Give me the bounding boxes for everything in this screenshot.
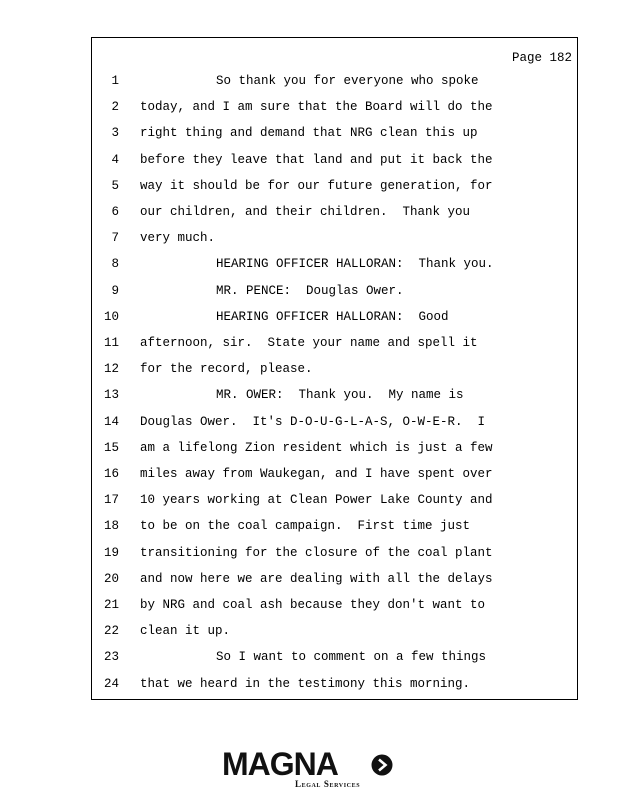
line-text: 10 years working at Clean Power Lake County and [140,493,493,508]
transcript-line [92,546,577,572]
line-number: 16 [103,467,119,481]
logo-wordmark: MAGNA [222,746,338,782]
transcript-line [92,257,577,283]
line-text: today, and I am sure that the Board will do the [140,100,493,115]
line-number: 2 [111,100,119,115]
line-text: HEARING OFFICER HALLORAN: Thank you. [216,257,494,272]
transcript-line [92,74,577,100]
page-number: Page 182 [511,51,572,65]
transcript-line [92,100,577,126]
line-number: 19 [103,545,119,560]
transcript-line [92,310,577,336]
chevron-right-circle-icon [371,754,393,776]
line-text: our children, and their children. Thank you [140,205,471,219]
transcript-line [92,362,577,388]
line-text: MR. PENCE: Douglas Ower. [216,283,404,298]
line-text: right thing and demand that NRG clean this up [140,126,478,141]
line-number: 5 [111,178,119,193]
line-text: HEARING OFFICER HALLORAN: Good [216,309,449,324]
line-number: 12 [103,362,119,377]
transcript-line [92,650,577,676]
transcript-line [92,493,577,519]
line-number: 9 [111,283,119,298]
line-number: 1 [111,74,119,88]
transcript-line [92,467,577,493]
transcript-page [91,37,578,700]
line-text: transitioning for the closure of the coal plant [140,545,493,560]
line-text: So I want to comment on a few things [216,650,487,665]
transcript-line [92,231,577,257]
magna-logo [222,748,397,792]
line-number: 15 [103,440,119,455]
line-number: 14 [103,414,119,429]
line-number: 3 [111,126,119,141]
transcript-line [92,126,577,152]
transcript-line [92,677,577,703]
line-number: 23 [103,650,119,665]
line-number: 11 [103,336,119,350]
line-text: before they leave that land and put it back the [140,152,493,167]
line-text: Douglas Ower. It's D-O-U-G-L-A-S, O-W-E-R. I [140,414,486,429]
transcript-line [92,179,577,205]
line-number: 13 [103,388,119,403]
line-number: 10 [103,309,119,324]
transcript-line [92,205,577,231]
transcript-line [92,336,577,362]
line-number: 18 [103,519,119,534]
line-number: 4 [111,152,119,167]
line-number: 21 [103,598,119,612]
transcript-line [92,284,577,310]
line-number: 6 [111,205,119,219]
line-number: 8 [111,257,119,272]
line-text: that we heard in the testimony this morning. [140,676,471,691]
transcript-line [92,441,577,467]
transcript-line [92,388,577,414]
line-text: for the record, please. [140,362,313,377]
line-text: miles away from Waukegan, and I have spent over [140,467,493,481]
line-text: am a lifelong Zion resident which is just a few [140,440,493,455]
line-text: clean it up. [140,624,231,639]
transcript-line [92,598,577,624]
line-text: afternoon, sir. State your name and spell it [140,336,478,350]
line-number: 20 [103,571,119,586]
transcript-line [92,153,577,179]
transcript-line [92,415,577,441]
line-text: very much. [140,231,216,246]
transcript-line [92,519,577,545]
line-text: MR. OWER: Thank you. My name is [216,388,464,403]
line-text: way it should be for our future generation, for [140,178,493,193]
line-text: So thank you for everyone who spoke [216,74,479,88]
transcript-line [92,624,577,650]
line-number: 22 [103,624,119,639]
line-number: 17 [103,493,119,508]
line-text: to be on the coal campaign. First time just [140,519,471,534]
transcript-line [92,572,577,598]
logo-subtitle: Legal Services [295,779,361,789]
line-text: by NRG and coal ash because they don't want to [140,598,486,612]
line-number: 24 [103,676,119,691]
line-text: and now here we are dealing with all the delays [140,571,493,586]
line-number: 7 [111,231,119,246]
